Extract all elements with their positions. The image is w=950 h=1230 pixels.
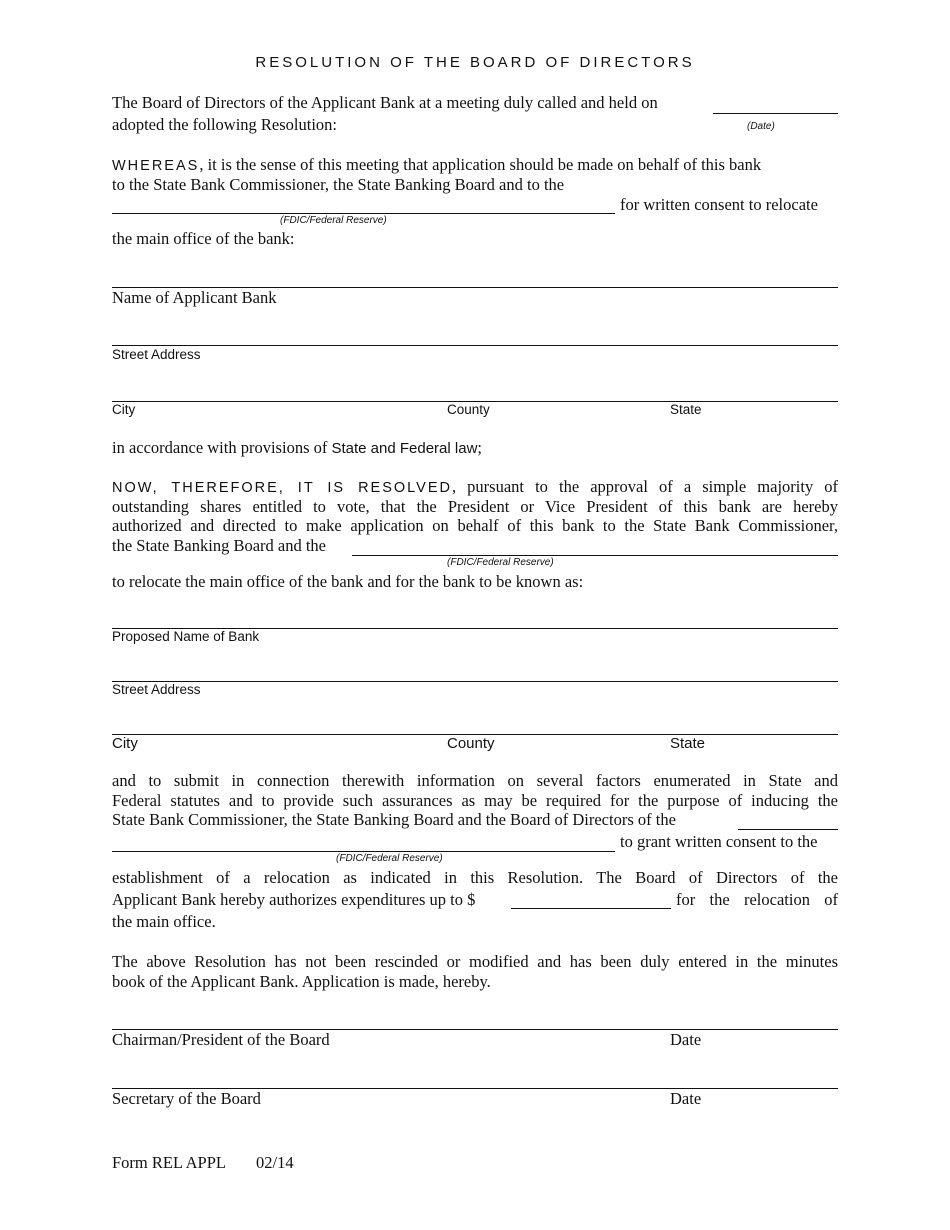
resolved-keyword: NOW, THEREFORE, IT IS RESOLVED — [112, 480, 452, 496]
chairman-date-label: Date — [670, 1030, 702, 1049]
accordance-line — [112, 438, 482, 458]
closing-line-1: The above Resolution has not been rescinded or modified and has been duly entered in the minutes — [112, 952, 838, 971]
whereas-line-4: the main office of the bank: — [112, 229, 295, 248]
secretary-label: Secretary of the Board — [112, 1089, 261, 1108]
meeting-date-field[interactable] — [713, 113, 838, 114]
proposed-street-field[interactable] — [112, 681, 838, 682]
whereas-keyword: WHEREAS — [112, 158, 200, 174]
resolved-line-1-text: , pursuant to the approval of a simple majority of — [451, 477, 839, 496]
accordance-law: State and Federal law — [331, 440, 478, 457]
whereas-line-1 — [112, 155, 761, 175]
submit-line-6-prefix: Applicant Bank hereby authorizes expenditures up to $ — [112, 890, 476, 909]
submit-line-2: Federal statutes and to provide such assurances as may be required for the purpose of inducing the — [112, 791, 838, 810]
secretary-date-label: Date — [670, 1089, 702, 1108]
page-title: RESOLUTION OF THE BOARD OF DIRECTORS — [255, 54, 695, 71]
submit-line-7: the main office. — [112, 912, 216, 931]
footer-form-id: Form REL APPL — [112, 1153, 226, 1172]
proposed-county-label: County — [447, 735, 495, 752]
whereas-line-1-text: , it is the sense of this meeting that application should be made on behalf of this bank — [199, 155, 762, 174]
resolved-agency-field[interactable] — [352, 555, 838, 556]
applicant-bank-name-label: Name of Applicant Bank — [112, 288, 277, 307]
whereas-agency-field[interactable] — [112, 213, 615, 214]
closing-line-2: book of the Applicant Bank. Application is made, hereby. — [112, 972, 491, 991]
current-city-label: City — [112, 402, 136, 417]
submit-line-3: State Bank Commissioner, the State Banking Board and the Board of Directors of the — [112, 810, 676, 829]
whereas-line-2: to the State Bank Commissioner, the State Banking Board and to the — [112, 175, 565, 194]
proposed-bank-name-label: Proposed Name of Bank — [112, 629, 260, 644]
submit-agency-field-b[interactable] — [112, 851, 615, 852]
resolved-line-2: outstanding shares entitled to vote, that the President or Vice President of this bank are hereby — [112, 497, 838, 516]
intro-line-1: The Board of Directors of the Applicant Bank at a meeting duly called and held on — [112, 93, 658, 112]
resolved-line-3: authorized and directed to make application on behalf of this bank to the State Bank Commissioner, — [112, 516, 838, 535]
intro-line-2: adopted the following Resolution: — [112, 115, 338, 134]
whereas-line-3: for written consent to relocate — [620, 195, 818, 214]
current-state-label: State — [670, 402, 702, 417]
submit-line-6-suffix: for the relocation of — [676, 890, 838, 909]
expenditure-amount-field[interactable] — [511, 908, 671, 909]
resolved-line-4: the State Banking Board and the — [112, 536, 326, 555]
proposed-street-label: Street Address — [112, 682, 201, 697]
accordance-prefix: in accordance with provisions of — [112, 438, 332, 457]
proposed-state-label: State — [670, 735, 706, 752]
submit-line-4: to grant written consent to the — [620, 832, 818, 851]
submit-line-5: establishment of a relocation as indicated in this Resolution. The Board of Directors of the — [112, 868, 838, 887]
current-county-label: County — [447, 402, 490, 417]
whereas-agency-caption: (FDIC/Federal Reserve) — [280, 215, 387, 226]
chairman-label: Chairman/President of the Board — [112, 1030, 330, 1049]
current-street-field[interactable] — [112, 345, 838, 346]
resolved-agency-caption: (FDIC/Federal Reserve) — [447, 557, 554, 568]
date-caption: (Date) — [747, 121, 775, 132]
submit-agency-caption: (FDIC/Federal Reserve) — [336, 853, 443, 864]
footer-revision: 02/14 — [256, 1153, 294, 1172]
resolved-line-1 — [112, 477, 838, 497]
resolved-line-5: to relocate the main office of the bank and for the bank to be known as: — [112, 572, 584, 591]
submit-agency-field-a[interactable] — [738, 829, 838, 830]
submit-line-1: and to submit in connection therewith information on several factors enumerated in State and — [112, 771, 838, 790]
accordance-suffix: ; — [477, 438, 482, 457]
proposed-city-label: City — [112, 735, 138, 752]
current-street-label: Street Address — [112, 347, 201, 362]
